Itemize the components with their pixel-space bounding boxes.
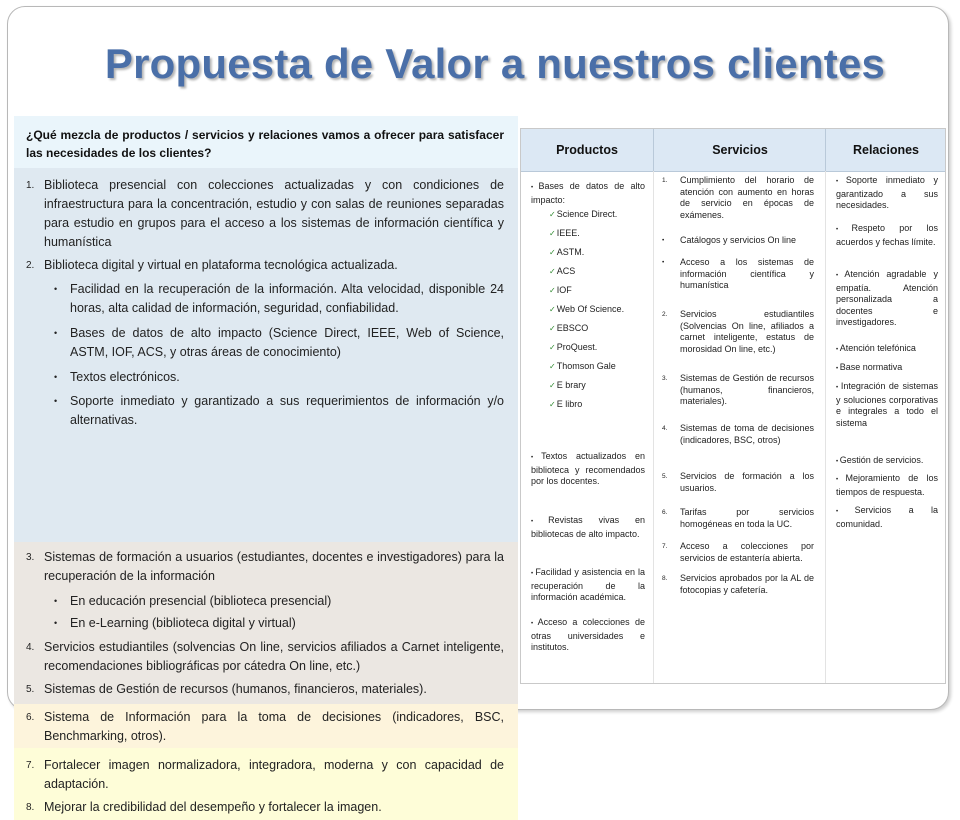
servicio-item: 4. Sistemas de toma de decisiones (indicadores, BSC, otros): [662, 423, 814, 445]
check-icon: ✓: [549, 343, 556, 352]
database-item: ✓Web Of Science.: [549, 304, 625, 314]
productos-intro: • Bases de datos de alto impacto:: [531, 181, 645, 205]
relacion-item: • Soporte inmediato y garantizado a sus necesidades.: [836, 175, 938, 210]
bullet-item: • Bases de datos de alto impacto (Science Direct, IEEE, Web of Science, ASTM, IOF, ACS, y otras áreas de conocimiento): [54, 326, 504, 359]
header-servicios: Servicios: [653, 129, 826, 171]
relacion-item: • Base normativa: [836, 362, 903, 372]
productos-item: • Revistas vivas en bibliotecas de alto impacto.: [531, 515, 645, 539]
bullet-item: • En e-Learning (biblioteca digital y virtual): [54, 614, 504, 633]
column-relaciones: [825, 171, 945, 683]
section-informacion: [14, 704, 518, 748]
bullet-dot: •: [54, 618, 58, 628]
relacion-item: • Atención agradable y empatía. Atención personalizada a docentes e investigadores.: [836, 269, 938, 327]
check-icon: ✓: [549, 229, 556, 238]
relacion-item: • Servicios a la comunidad.: [836, 505, 938, 529]
bullet-item: • Soporte inmediato y garantizado a sus requerimientos de información y/o alternativas.: [54, 394, 504, 427]
section-servicios: [14, 542, 518, 704]
database-item: ✓ASTM.: [549, 247, 585, 257]
item-number: 8.: [26, 802, 35, 813]
list-item-5: [26, 680, 504, 699]
question-section: [14, 116, 518, 168]
bullet-dot: •: [54, 372, 58, 382]
bullet-dot: •: [54, 396, 58, 406]
database-item: ✓E libro: [549, 399, 583, 409]
bullet-dot: •: [54, 284, 58, 294]
header-productos: Productos: [556, 143, 618, 157]
servicio-item: 2. Servicios estudiantiles (Solvencias On line, afiliados a carnet inteligente, estatus de morosidad On line, etc.): [662, 309, 814, 354]
list-item-8: [26, 798, 504, 817]
item-number: 5.: [26, 684, 35, 695]
database-item: ✓ProQuest.: [549, 342, 598, 352]
table-header: [521, 129, 945, 172]
bullet-item: • En educación presencial (biblioteca presencial): [54, 592, 504, 611]
list-item-2: [26, 256, 504, 275]
check-icon: ✓: [549, 210, 556, 219]
item-text: Fortalecer imagen normalizadora, integradora, moderna y con capacidad de adaptación.: [44, 758, 504, 791]
item-number: 4.: [26, 642, 35, 653]
list-item-4: [26, 638, 504, 676]
relacion-item: • Respeto por los acuerdos y fechas límite.: [836, 223, 938, 247]
item-text: Mejorar la credibilidad del desempeño y fortalecer la imagen.: [44, 800, 382, 814]
check-icon: ✓: [549, 362, 556, 371]
item-number: 7.: [26, 760, 35, 771]
database-item: ✓EBSCO: [549, 323, 589, 333]
check-icon: ✓: [549, 305, 556, 314]
item-number: 1.: [26, 180, 35, 191]
bullet-dot: •: [54, 596, 58, 606]
database-item: ✓Thomson Gale: [549, 361, 616, 371]
database-item: ✓ACS: [549, 266, 576, 276]
value-table: [520, 128, 946, 684]
bullet-item: • Facilidad en la recuperación de la información. Alta velocidad, disponible 24 horas, alta calidad de información, seguridad, confiabilidad.: [54, 282, 504, 315]
slide-title: Propuesta de Valor a nuestros clientes: [104, 40, 886, 87]
item-number: 3.: [26, 552, 35, 563]
section-biblioteca: [14, 168, 518, 542]
check-icon: ✓: [549, 267, 556, 276]
check-icon: ✓: [549, 324, 556, 333]
item-text: Biblioteca presencial con colecciones actualizadas y con condiciones de infraestructura para la concentración, estudio y con salas de reuniones separadas para estudio en grupos para el acceso a los sistemas de información científica y humanística: [44, 178, 504, 249]
item-text: Biblioteca digital y virtual en plataforma tecnológica actualizada.: [44, 258, 398, 272]
column-productos: [521, 171, 653, 683]
item-text: Sistema de Información para la toma de decisiones (indicadores, BSC, Benchmarking, otros).: [44, 710, 504, 743]
bullet-item: • Textos electrónicos.: [54, 368, 504, 387]
section-imagen: [14, 748, 518, 820]
servicio-item: 7. Acceso a colecciones por servicios de estantería abierta.: [662, 541, 814, 563]
bullet-dot: •: [54, 328, 58, 338]
database-item: ✓IEEE.: [549, 228, 580, 238]
check-icon: ✓: [549, 286, 556, 295]
item-number: 2.: [26, 260, 35, 271]
list-item-3: [26, 548, 504, 586]
list-item-1: [26, 176, 504, 252]
check-icon: ✓: [549, 381, 556, 390]
database-item: ✓E brary: [549, 380, 586, 390]
servicio-item: 3. Sistemas de Gestión de recursos (humanos, financieros, materiales).: [662, 373, 814, 406]
question-text: ¿Qué mezcla de productos / servicios y relaciones vamos a ofrecer para satisfacer las necesidades de los clientes?: [26, 128, 504, 160]
servicio-item: • Catálogos y servicios On line: [662, 235, 797, 245]
column-servicios: [653, 171, 825, 683]
relacion-item: • Gestión de servicios.: [836, 455, 924, 465]
database-item: ✓Science Direct.: [549, 209, 618, 219]
check-icon: ✓: [549, 400, 556, 409]
productos-item: • Facilidad y asistencia en la recuperación de la información académica.: [531, 567, 645, 602]
servicio-item: • Acceso a los sistemas de información científica y humanística: [662, 257, 814, 290]
check-icon: ✓: [549, 248, 556, 257]
list-item-6: [26, 708, 504, 746]
left-panel: [14, 116, 518, 814]
relacion-item: • Mejoramiento de los tiempos de respuesta.: [836, 473, 938, 497]
servicio-item: 5. Servicios de formación a los usuarios.: [662, 471, 814, 493]
item-text: Servicios estudiantiles (solvencias On line, servicios afiliados a Carnet inteligente, recomendaciones bibliográficas por cátedra On line, etc.): [44, 640, 504, 673]
servicio-item: 8. Servicios aprobados por la AL de fotocopias y cafetería.: [662, 573, 814, 595]
item-text: Sistemas de formación a usuarios (estudiantes, docentes e investigadores) para la recuperación de la información: [44, 550, 504, 583]
servicio-item: 1. Cumplimiento del horario de atención con aumento en horas de servicio en épocas de exámenes.: [662, 175, 814, 220]
productos-item: • Textos actualizados en biblioteca y recomendados por los docentes.: [531, 451, 645, 486]
database-item: ✓IOF: [549, 285, 572, 295]
item-number: 6.: [26, 712, 35, 723]
servicio-item: 6. Tarifas por servicios homogéneas en toda la UC.: [662, 507, 814, 529]
relacion-item: • Atención telefónica: [836, 343, 916, 353]
productos-item: • Acceso a colecciones de otras universidades e institutos.: [531, 617, 645, 652]
item-text: Sistemas de Gestión de recursos (humanos, financieros, materiales).: [44, 682, 427, 696]
header-relaciones: Relaciones: [825, 129, 946, 171]
relacion-item: • Integración de sistemas y soluciones corporativas e integrales a todo el sistema: [836, 381, 938, 428]
list-item-7: [26, 756, 504, 794]
